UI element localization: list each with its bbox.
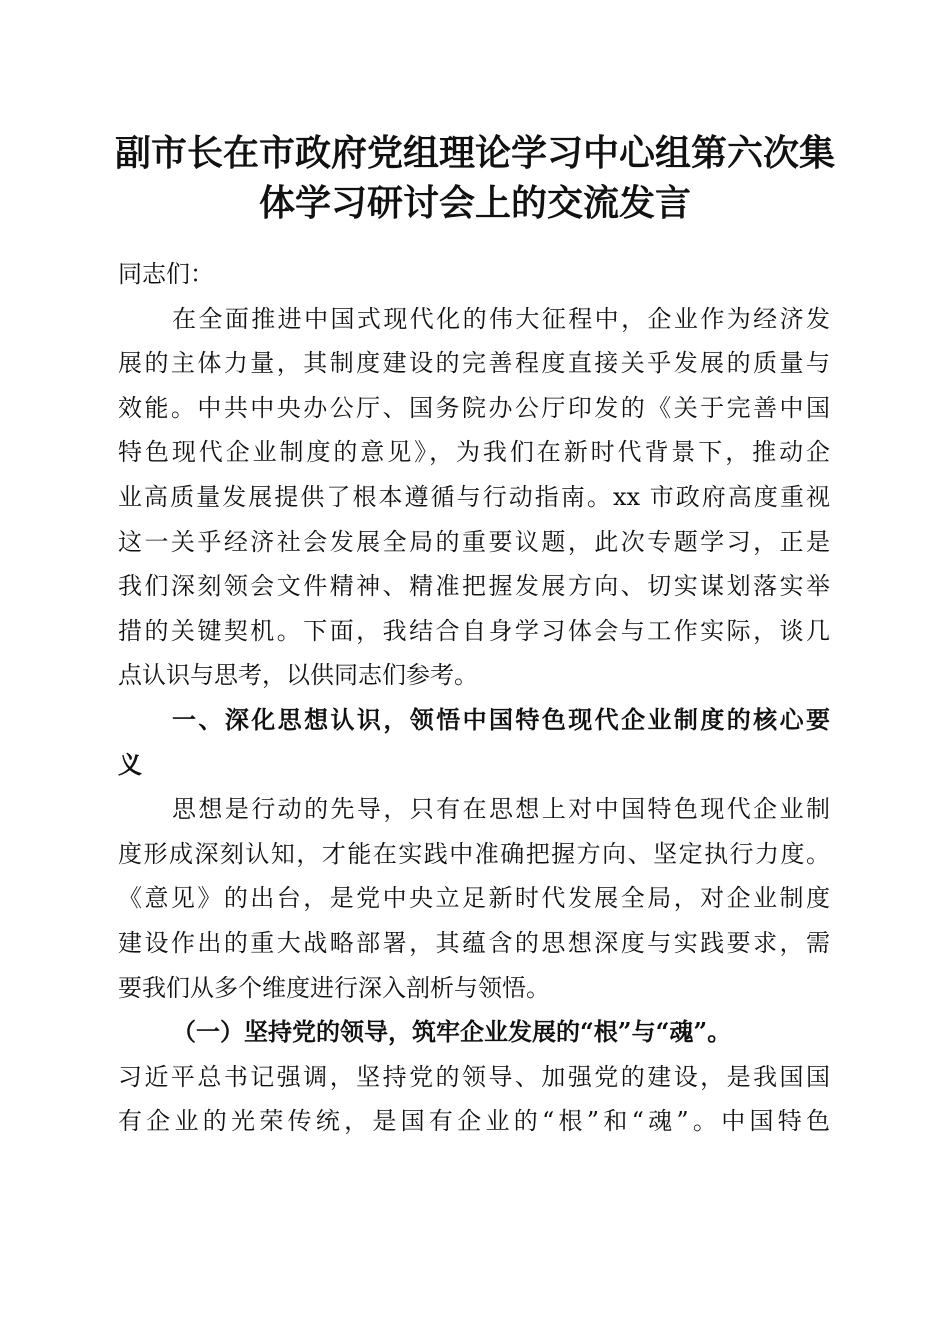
section-heading-1: 义 bbox=[118, 750, 142, 779]
paragraph-1-line: 展的主体力量，其制度建设的完善程度直接关乎发展的质量与 bbox=[118, 349, 830, 378]
paragraph-2-line: 思想是行动的先导，只有在思想上对中国特色现代企业制 bbox=[172, 795, 830, 824]
paragraph-1-line: 特色现代企业制度的意见》，为我们在新时代背景下，推动企 bbox=[118, 438, 830, 467]
paragraph-1-line: 点认识与思考，以供同志们参考。 bbox=[118, 661, 478, 690]
paragraph-1-line: 措的关键契机。下面，我结合自身学习体会与工作实际，谈几 bbox=[118, 616, 830, 645]
subsection-heading-1: （一）坚持党的领导，筑牢企业发展的“根”与“魂”。 bbox=[172, 1017, 732, 1047]
paragraph-1-line: 这一关乎经济社会发展全局的重要议题，此次专题学习，正是 bbox=[118, 527, 830, 556]
paragraph-2-line: 《意见》的出台，是党中央立足新时代发展全局，对企业制度 bbox=[118, 884, 830, 913]
document-body bbox=[118, 252, 830, 1144]
paragraph-1-line: 我们深刻领会文件精神、精准把握发展方向、切实谋划落实举 bbox=[118, 572, 830, 601]
title-line-1: 副市长在市政府党组理论学习中心组第六次集 bbox=[114, 132, 835, 174]
salutation: 同志们： bbox=[118, 260, 214, 288]
paragraph-1-line: 在全面推进中国式现代化的伟大征程中，企业作为经济发 bbox=[172, 304, 830, 333]
paragraph-2-line: 要我们从多个维度进行深入剖析与领悟。 bbox=[118, 973, 550, 1002]
paragraph-1-line: 效能。中共中央办公厅、国务院办公厅印发的《关于完善中国 bbox=[118, 393, 830, 422]
paragraph-3-line: 有企业的光荣传统，是国有企业的“根”和“魂”。中国特色 bbox=[118, 1107, 830, 1136]
paragraph-2-line: 建设作出的重大战略部署，其蕴含的思想深度与实践要求，需 bbox=[118, 928, 830, 957]
paragraph-1-line: 业高质量发展提供了根本遵循与行动指南。xx 市政府高度重视 bbox=[118, 482, 830, 511]
paragraph-3-line: 习近平总书记强调，坚持党的领导、加强党的建设，是我国国 bbox=[118, 1062, 830, 1091]
paragraph-2-line: 度形成深刻认知，才能在实践中准确把握方向、坚定执行力度。 bbox=[118, 839, 830, 868]
document-title bbox=[100, 128, 850, 228]
section-heading-1: 一、深化思想认识，领悟中国特色现代企业制度的核心要 bbox=[172, 705, 830, 734]
title-line-2: 体学习研讨会上的交流发言 bbox=[258, 182, 691, 224]
